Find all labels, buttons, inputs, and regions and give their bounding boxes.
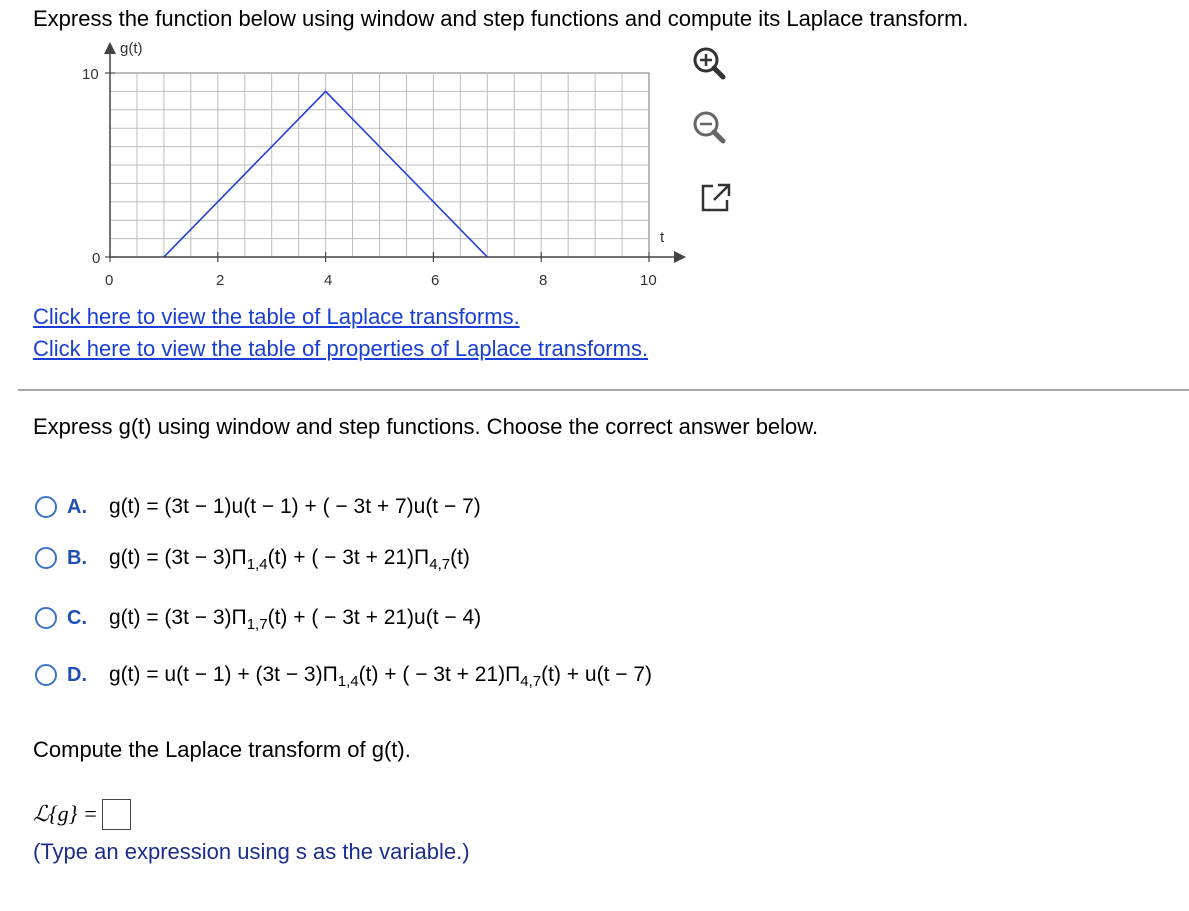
- y-tick-label-0: 0: [92, 250, 101, 267]
- x-tick-label-8: 8: [539, 272, 548, 289]
- laplace-table-link[interactable]: Click here to view the table of Laplace transforms.: [33, 304, 520, 329]
- x-tick-label-10: 10: [640, 272, 657, 289]
- laplace-answer-input[interactable]: [102, 799, 131, 830]
- expand-graph-icon[interactable]: [694, 176, 738, 220]
- option-expression: $g(t) = (3t - 3)\Pi_{1,4}(t)$ + ( − $3t + 21)\Pi_{4,7}(t)$: [109, 546, 470, 573]
- option-expression: $g(t) = u(t - 1) + (3t - 3)\Pi_{1,4}(t)$ + ( − $3t + 21)\Pi_{4,7}(t) + u(t - 7)$: [109, 663, 653, 690]
- y-axis-arrow: [104, 42, 116, 54]
- function-graph: [0, 0, 700, 300]
- answer-hint: (Type an expression using s as the variable.): [33, 839, 470, 864]
- laplace-label: ℒ{g} =: [33, 801, 98, 826]
- option-letter: B.: [67, 546, 87, 569]
- option-d[interactable]: [35, 660, 652, 690]
- y-axis-label: g(t): [120, 40, 143, 57]
- x-axis-arrow: [674, 251, 686, 263]
- option-expression: $g(t) = (3t - 3)\Pi_{1,7}(t)$ + ( − 3t + 21)u(t − 4): [109, 606, 482, 633]
- radio-button[interactable]: [35, 547, 57, 569]
- divider: [18, 389, 1189, 391]
- x-tick-label-4: 4: [324, 272, 333, 289]
- option-b[interactable]: [35, 543, 470, 573]
- option-letter: C.: [67, 606, 87, 629]
- radio-button[interactable]: [35, 607, 57, 629]
- choice-prompt: Express g(t) using window and step functions. Choose the correct answer below.: [33, 414, 819, 439]
- y-tick-label-10: 10: [82, 66, 99, 83]
- x-axis-label: t: [660, 229, 665, 246]
- laplace-properties-link[interactable]: Click here to view the table of properties of Laplace transforms.: [33, 336, 649, 361]
- option-letter: D.: [67, 663, 87, 686]
- x-tick-label-2: 2: [216, 272, 225, 289]
- option-c[interactable]: [35, 603, 481, 633]
- x-tick-label-6: 6: [431, 272, 440, 289]
- laplace-answer-row: [33, 798, 131, 830]
- zoom-out-icon[interactable]: [686, 106, 730, 150]
- radio-button[interactable]: [35, 496, 57, 518]
- compute-prompt: Compute the Laplace transform of g(t).: [33, 737, 411, 762]
- zoom-in-icon[interactable]: [686, 42, 730, 86]
- question-text: Express the function below using window and step functions and compute its Laplace transform.: [33, 6, 969, 31]
- option-letter: A.: [67, 495, 87, 518]
- radio-button[interactable]: [35, 664, 57, 686]
- x-tick-label-0: 0: [105, 272, 114, 289]
- option-expression: g(t) = (3t − 1)u(t − 1) + ( − 3t + 7)u(t − 7): [109, 495, 481, 518]
- option-a[interactable]: [35, 492, 481, 522]
